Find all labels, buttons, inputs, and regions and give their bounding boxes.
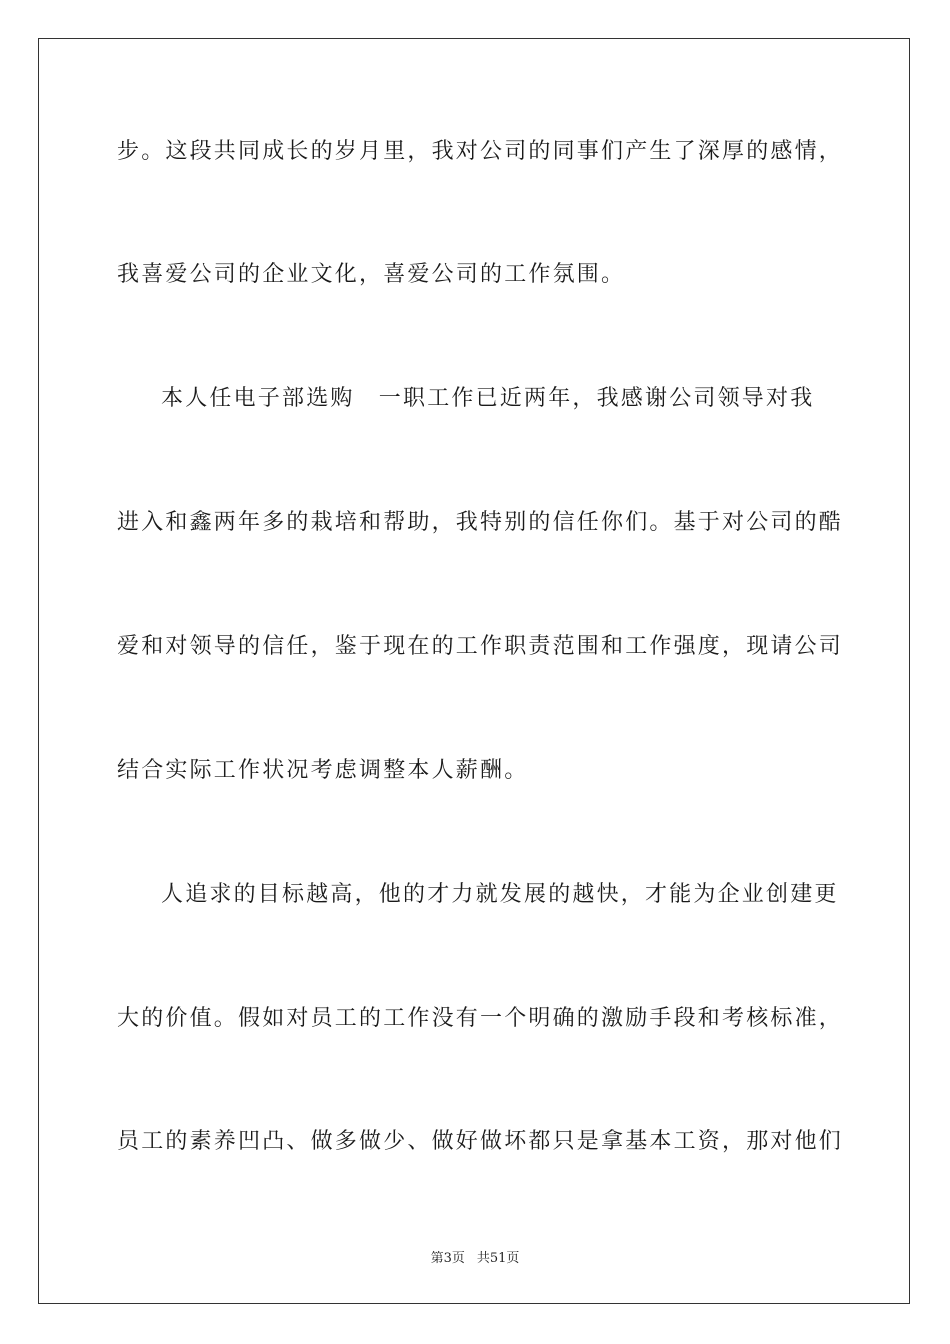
text-line: 员工的素养凹凸、做多做少、做好做坏都只是拿基本工资，那对他们 — [117, 1129, 844, 1154]
text-line: 进入和鑫两年多的栽培和帮助，我特别的信任你们。基于对公司的酷 — [117, 510, 844, 535]
text-line: 结合实际工作状况考虑调整本人薪酬。 — [117, 758, 529, 783]
text-line: 大的价值。假如对员工的工作没有一个明确的激励手段和考核标准， — [117, 1006, 844, 1031]
text-line: 步。这段共同成长的岁月里，我对公司的同事们产生了深厚的感情， — [117, 139, 844, 164]
text-line: 人追求的目标越高，他的才力就发展的越快，才能为企业创建更 — [161, 882, 839, 907]
page-border — [38, 38, 910, 1304]
text-line: 我喜爱公司的企业文化，喜爱公司的工作氛围。 — [117, 262, 626, 287]
text-line: 本人任电子部选购 一职工作已近两年，我感谢公司领导对我 — [161, 386, 815, 411]
page-number: 第3页 — [430, 1251, 465, 1266]
page-total: 共51页 — [476, 1251, 520, 1266]
page-footer — [0, 1247, 950, 1266]
text-line: 爱和对领导的信任，鉴于现在的工作职责范围和工作强度，现请公司 — [117, 634, 844, 659]
